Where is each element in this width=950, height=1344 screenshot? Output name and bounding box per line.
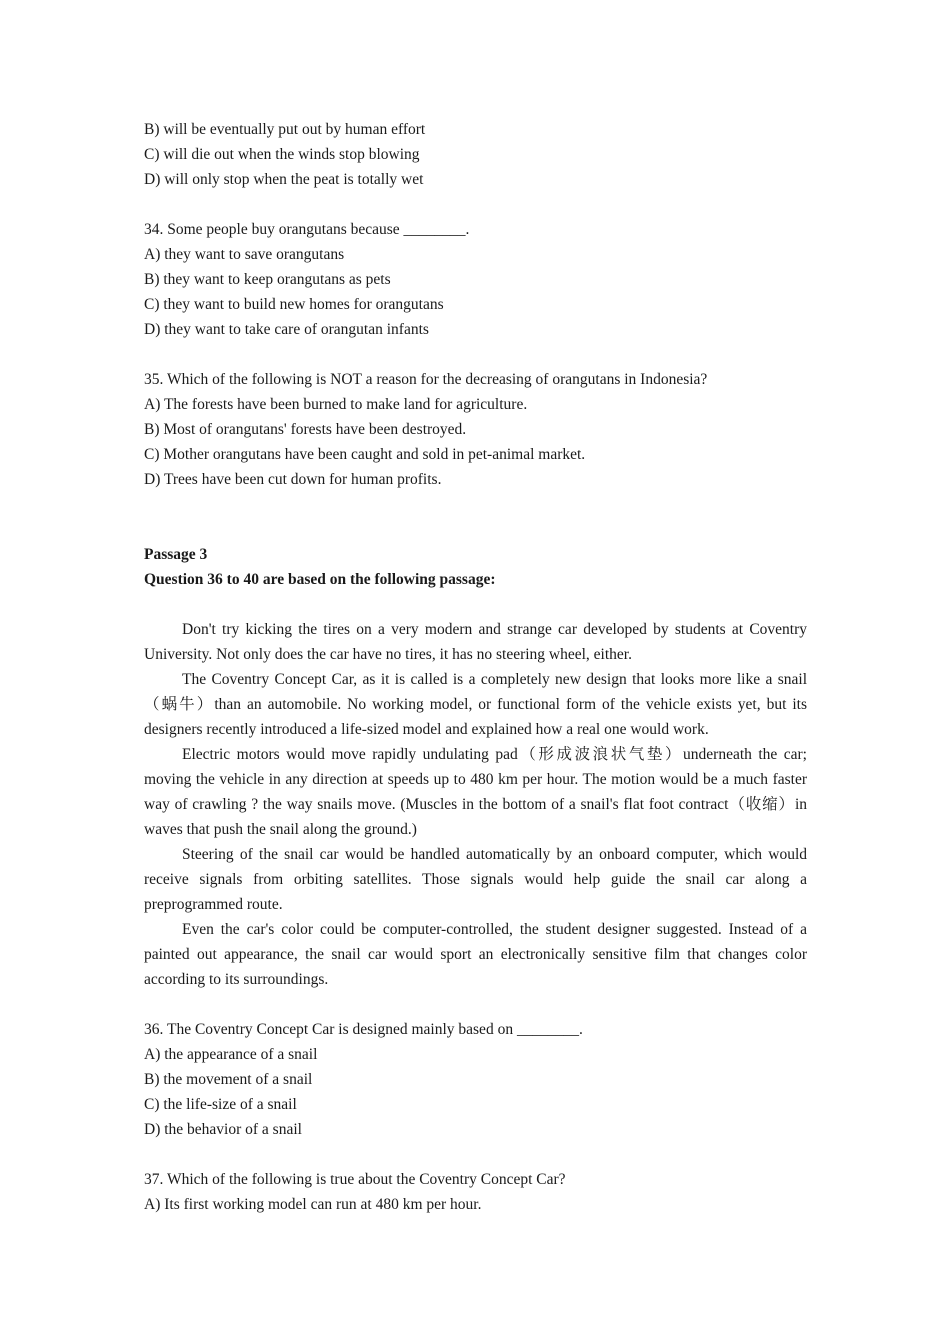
document-page [144, 117, 807, 1217]
option-b: B) they want to keep orangutans as pets [144, 271, 391, 288]
option-a: A) The forests have been burned to make land for agriculture. [144, 396, 528, 413]
paragraph-text: Don't try kicking the tires on a very modern and strange car developed by students at Coventry University. Not only does the car have no tires, it has no steering wheel, either. [144, 621, 807, 663]
option-a: A) the appearance of a snail [144, 1046, 318, 1063]
question-stem: 37. Which of the following is true about the Coventry Concept Car? [144, 1171, 566, 1188]
option-a: A) Its first working model can run at 480 km per hour. [144, 1196, 482, 1213]
question-stem: 34. Some people buy orangutans because ________. [144, 221, 470, 238]
question-stem: 36. The Coventry Concept Car is designed mainly based on ________. [144, 1021, 583, 1038]
passage-header [144, 542, 807, 592]
option-d: D) they want to take care of orangutan infants [144, 321, 429, 338]
passage-paragraph-3: Electric motors would move rapidly undulating pad（形成波浪状气垫）underneath the car; moving the vehicle in any direction at speeds up to 480 km per hour. The motion would be a much faster way of crawling ? the way snails move. (Muscles in the bottom of a snail's flat foot contract（收缩）in waves that push the snail along the ground.) [144, 746, 807, 838]
option-a: A) they want to save orangutans [144, 246, 345, 263]
option-d: D) the behavior of a snail [144, 1121, 302, 1138]
question-37 [144, 1167, 807, 1217]
option-b: B) Most of orangutans' forests have been destroyed. [144, 421, 467, 438]
passage-instruction: Question 36 to 40 are based on the following passage: [144, 571, 496, 588]
option-b: B) the movement of a snail [144, 1071, 313, 1088]
passage-paragraph-4: Steering of the snail car would be handled automatically by an onboard computer, which would receive signals from orbiting satellites. Those signals would help guide the snail car along a preprogrammed route. [144, 846, 807, 913]
passage-title: Passage 3 [144, 546, 208, 563]
question-36 [144, 1017, 807, 1142]
passage-body [144, 617, 807, 992]
question-33-options [144, 117, 807, 192]
question-35 [144, 367, 807, 492]
option-c: C) will die out when the winds stop blowing [144, 146, 420, 163]
question-34 [144, 217, 807, 342]
question-stem: 35. Which of the following is NOT a reason for the decreasing of orangutans in Indonesia? [144, 371, 708, 388]
option-c: C) Mother orangutans have been caught and sold in pet-animal market. [144, 446, 586, 463]
option-d: D) Trees have been cut down for human profits. [144, 471, 442, 488]
option-c: C) they want to build new homes for orangutans [144, 296, 444, 313]
option-b: B) will be eventually put out by human effort [144, 121, 426, 138]
passage-paragraph-1 [144, 617, 807, 667]
option-c: C) the life-size of a snail [144, 1096, 297, 1113]
passage-paragraph-5: Even the car's color could be computer-controlled, the student designer suggested. Instead of a painted out appearance, the snail car would sport an electronically sensitive film that changes color according to its surroundings. [144, 921, 807, 988]
passage-paragraph-2: The Coventry Concept Car, as it is called is a completely new design that looks more like a snail（蜗牛）than an automobile. No working model, or functional form of the vehicle exists yet, but its designers recently introduced a life-sized model and explained how a real one would work. [144, 671, 807, 738]
option-d: D) will only stop when the peat is totally wet [144, 171, 424, 188]
